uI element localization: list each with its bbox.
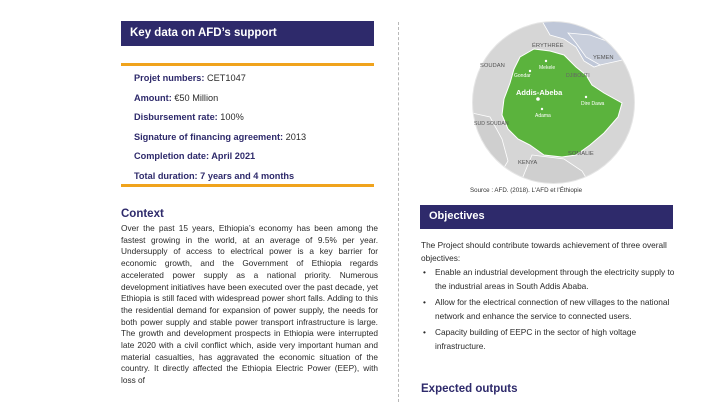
context-heading: Context [121, 208, 164, 220]
ethiopia-map-svg [472, 21, 635, 184]
objectives-intro: The Project should contribute towards achievement of three overall objectives: [421, 240, 667, 263]
key-data-top-rule [121, 63, 374, 66]
addis-abeba-dot [536, 97, 540, 101]
key-data-value: 2013 [283, 131, 307, 142]
objective-text: Enable an industrial development through the electricity supply to the industrial areas in South Addis Ababa. [435, 267, 675, 291]
key-data-row [134, 72, 374, 92]
key-data-list [134, 72, 374, 190]
label-mekele: Mekele [539, 65, 556, 71]
objective-item [421, 326, 683, 353]
bullet-icon: • [423, 327, 426, 338]
objectives-header: Objectives [420, 205, 673, 229]
key-data-label: Signature of financing agreement: [134, 131, 284, 142]
objective-text: Capacity building of EEPC in the sector of high voltage infrastructure. [435, 327, 637, 351]
ethiopia-map [472, 21, 635, 184]
map-source-caption: Source : AFD. (2018). L'AFD et l'Éthiopie [470, 187, 583, 194]
expected-outputs-heading: Expected outputs [421, 383, 518, 395]
key-data-label: Total duration: 7 years and 4 months [134, 170, 295, 181]
mekele-dot [545, 60, 547, 62]
key-data-value: €50 Million [171, 92, 219, 103]
key-data-label: Disbursement rate: [134, 112, 218, 123]
key-data-row [134, 150, 374, 170]
gondar-dot [529, 70, 531, 72]
label-yemen: YEMEN [593, 55, 614, 61]
label-dire-dawa: Dire Dawa [581, 101, 605, 107]
key-data-bottom-rule [121, 184, 374, 187]
key-data-row [134, 111, 374, 131]
context-paragraph: Over the past 15 years, Ethiopia’s economy has been among the fastest growing in the world, at an average of 9.5% per year. Undersupply of access to electrical power is a key barrier for economic growth, and the Government of Ethiopia regards accelerated power supply as a national priority. Numerous development initiatives have been executed over the past decade, yet Ethiopia is still faced with widespread power short falls. Adding to this the residential demand for expansion of power supply, the needs for both power supply and stable power transport infrastructure is large. The growth and development prospects in Ethiopia were interrupted late 2020 with a civil conflict which, aside very important human and material casualties, has aggravated the economic situation of the country. It directly affected the Ethiopia Electric Power (EEP), with loss of [121, 223, 378, 386]
key-data-value: CET1047 [204, 73, 246, 83]
bullet-icon: • [423, 267, 426, 277]
label-kenya: KENYA [518, 160, 538, 166]
label-somalie: SOMALIE [568, 151, 594, 157]
key-data-label: Projet numbers: [134, 73, 205, 83]
label-adama: Adama [535, 113, 551, 119]
key-data-row [134, 92, 374, 112]
label-gondar: Gondar [514, 73, 531, 79]
adama-dot [541, 108, 543, 110]
label-soudan: SOUDAN [480, 63, 505, 69]
bullet-icon: • [423, 297, 426, 308]
key-data-label: Amount: [134, 92, 172, 103]
key-data-label: Completion date: April 2021 [134, 151, 256, 162]
key-data-header: Key data on AFD’s support [121, 21, 374, 46]
objectives-list [421, 266, 683, 357]
key-data-value: 100% [217, 112, 244, 123]
column-divider [398, 22, 399, 402]
label-djibouti: DJIBOUTI [566, 73, 590, 79]
label-addis-abeba: Addis-Abeba [516, 88, 563, 97]
key-data-row [134, 131, 374, 151]
objective-item [421, 266, 683, 293]
label-eritrea: ÉRYTHRÉE [532, 43, 564, 49]
objective-text: Allow for the electrical connection of new villages to the national network and enhance the service to connected users. [435, 297, 670, 321]
objective-item [421, 296, 683, 323]
label-sud-soudan: SUD SOUDAN [474, 121, 509, 127]
dire-dawa-dot [585, 96, 587, 98]
